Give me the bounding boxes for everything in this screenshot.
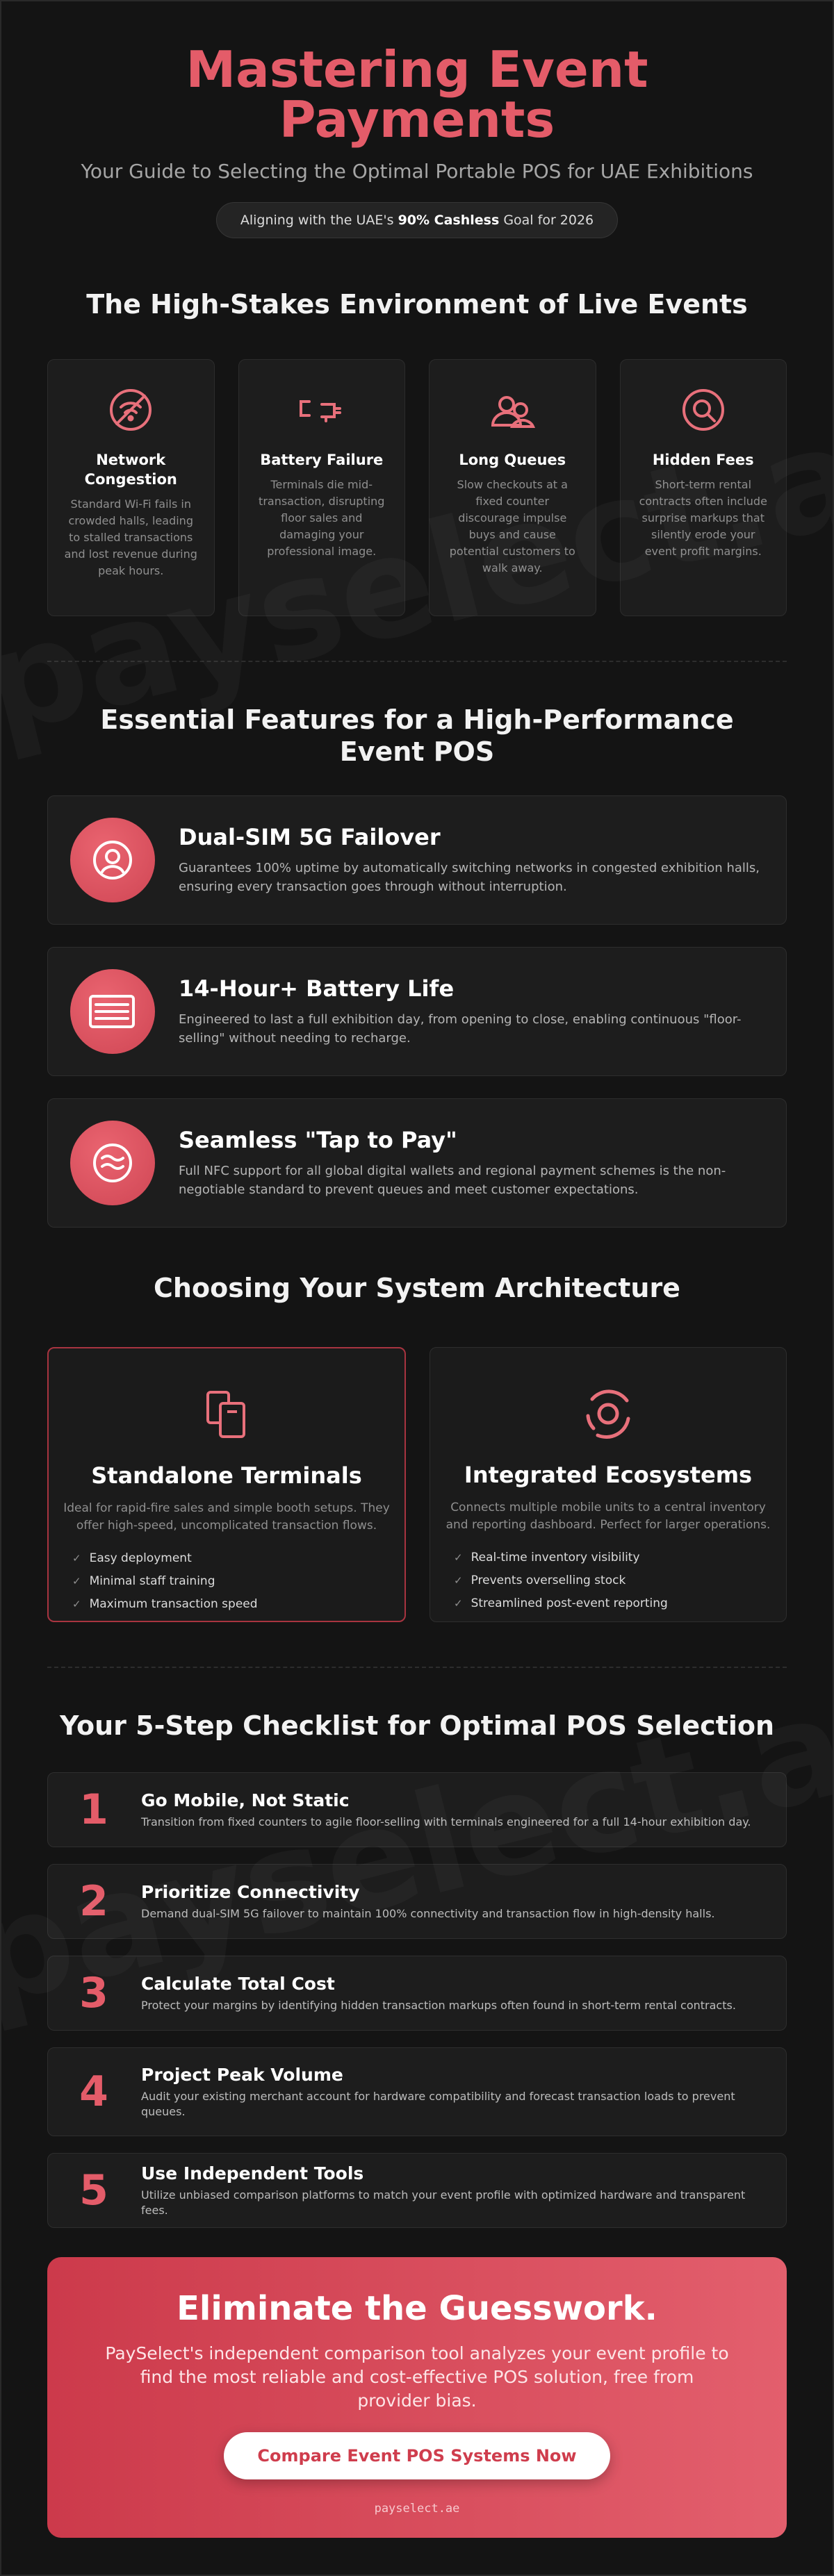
feature-text: Full NFC support for all global digital wallets and regional payment schemes is the non-negotiable standard to prevent queues and meet customer expectations. xyxy=(179,1164,726,1197)
list-item xyxy=(454,1574,786,1587)
architecture-grid xyxy=(47,1347,787,1622)
checklist-title: Your 5-Step Checklist for Optimal POS Selection xyxy=(59,1710,775,1741)
pill-text: Goal for 2026 xyxy=(499,213,594,228)
page-title: Mastering Event Payments xyxy=(186,40,648,149)
point-text: Streamlined post-event reporting xyxy=(471,1596,668,1610)
point-text: Prevents overselling stock xyxy=(471,1574,626,1587)
point-text: Real-time inventory visibility xyxy=(471,1551,640,1564)
stake-text: Terminals die mid-transaction, disrupting floor sales and damaging your professional image. xyxy=(259,478,385,558)
step-text: Protect your margins by identifying hidden transaction markups often found in short-term rental contracts. xyxy=(141,1998,736,2012)
hero xyxy=(1,1,833,238)
step-text: Demand dual-SIM 5G failover to maintain 100% connectivity and transaction flow in high-density halls. xyxy=(141,1906,715,1920)
compare-pos-button[interactable]: Compare Event POS Systems Now xyxy=(224,2432,610,2479)
check-icon: ✓ xyxy=(72,1552,81,1564)
step-title: Calculate Total Cost xyxy=(141,1973,335,1994)
arch-title: Standalone Terminals xyxy=(91,1462,362,1489)
step-card xyxy=(47,1864,787,1939)
feature-title: Dual-SIM 5G Failover xyxy=(179,824,441,850)
step-number: 4 xyxy=(79,2067,108,2116)
stake-text: Short-term rental contracts often include surprise markups that silently erode your event profit margins. xyxy=(639,478,767,558)
stake-card xyxy=(429,359,596,616)
step-number: 3 xyxy=(79,1969,108,2017)
no-signal-icon xyxy=(63,385,199,435)
check-icon: ✓ xyxy=(72,1575,81,1587)
crowd-icon xyxy=(445,385,580,435)
stake-text: Standard Wi-Fi fails in crowded halls, leading to stalled transactions and lost revenue during peak hours. xyxy=(64,497,197,577)
step-card xyxy=(47,2153,787,2228)
pill-text: Aligning with the UAE's xyxy=(240,213,398,228)
list-item xyxy=(72,1597,404,1611)
stake-text: Slow checkouts at a fixed counter discourage impulse buys and cause potential customers to walk away. xyxy=(449,478,575,575)
step-card xyxy=(47,1956,787,2031)
step-title: Go Mobile, Not Static xyxy=(141,1790,350,1810)
cta-banner xyxy=(47,2257,787,2538)
step-text: Transition from fixed counters to agile floor-selling with terminals engineered for a full 14-hour exhibition day. xyxy=(141,1815,751,1828)
architecture-title: Choosing Your System Architecture xyxy=(154,1273,680,1303)
features-title: Essential Features for a High-Performance Event POS xyxy=(100,704,734,767)
stake-card xyxy=(238,359,406,616)
arch-points xyxy=(72,1551,404,1611)
stake-card xyxy=(47,359,215,616)
page-subtitle: Your Guide to Selecting the Optimal Portable POS for UAE Exhibitions xyxy=(81,160,753,183)
pill-highlight: 90% Cashless xyxy=(398,213,500,228)
magnifier-coin-icon xyxy=(636,385,771,435)
devices-icon xyxy=(49,1383,404,1446)
stakes-title: The High-Stakes Environment of Live Events xyxy=(86,289,748,320)
step-title: Prioritize Connectivity xyxy=(141,1881,360,1902)
arch-card-integrated xyxy=(430,1347,787,1622)
battery-full-icon xyxy=(70,969,155,1054)
point-text: Maximum transaction speed xyxy=(89,1597,258,1611)
site-url: payselect.ae xyxy=(374,2502,460,2516)
step-number: 2 xyxy=(79,1877,108,1926)
stake-card xyxy=(620,359,787,616)
checklist-steps xyxy=(47,1772,787,2228)
check-icon: ✓ xyxy=(454,1574,463,1587)
sim-icon xyxy=(70,818,155,902)
features-list xyxy=(47,795,787,1228)
section-divider xyxy=(47,1667,787,1668)
step-number: 1 xyxy=(79,1785,108,1834)
battery-icon xyxy=(254,385,390,435)
step-number: 5 xyxy=(79,2166,108,2215)
section-divider xyxy=(47,661,787,662)
arch-card-standalone xyxy=(47,1347,406,1622)
arch-text: Connects multiple mobile units to a central inventory and reporting dashboard. Perfect for larger operations. xyxy=(445,1501,771,1532)
check-icon: ✓ xyxy=(454,1597,463,1610)
list-item xyxy=(454,1596,786,1610)
stakes-grid xyxy=(47,359,787,616)
contactless-icon xyxy=(70,1121,155,1205)
sync-icon xyxy=(430,1382,786,1445)
stake-title: Hidden Fees xyxy=(652,452,754,468)
feature-title: 14-Hour+ Battery Life xyxy=(179,975,455,1002)
feature-card xyxy=(47,1098,787,1228)
feature-text: Guarantees 100% uptime by automatically switching networks in congested exhibition halls, ensuring every transaction goes through without interruption. xyxy=(179,861,760,894)
step-title: Use Independent Tools xyxy=(141,2163,364,2183)
stake-title: Network Congestion xyxy=(84,452,177,488)
arch-text: Ideal for rapid-fire sales and simple booth setups. They offer high-speed, uncomplicated transaction flows. xyxy=(63,1501,390,1533)
feature-card xyxy=(47,795,787,925)
list-item xyxy=(454,1551,786,1564)
cta-title: Eliminate the Guesswork. xyxy=(177,2289,657,2328)
list-item xyxy=(72,1574,404,1588)
cashless-goal-pill xyxy=(216,202,618,238)
step-title: Project Peak Volume xyxy=(141,2064,343,2085)
list-item xyxy=(72,1551,404,1565)
step-card xyxy=(47,2047,787,2136)
point-text: Easy deployment xyxy=(89,1551,192,1565)
step-text: Audit your existing merchant account for hardware compatibility and forecast transaction loads to prevent queues. xyxy=(141,2089,735,2118)
stake-title: Battery Failure xyxy=(260,452,384,468)
stake-title: Long Queues xyxy=(459,452,566,468)
arch-points xyxy=(454,1551,786,1610)
feature-card xyxy=(47,947,787,1076)
feature-title: Seamless "Tap to Pay" xyxy=(179,1127,457,1153)
cta-text: PaySelect's independent comparison tool analyzes your event profile to find the most reliable and cost-effective POS solution, free from provider bias. xyxy=(105,2343,729,2411)
check-icon: ✓ xyxy=(72,1598,81,1610)
step-card xyxy=(47,1772,787,1847)
feature-text: Engineered to last a full exhibition day, from opening to close, enabling continuous "floor-selling" without needing to recharge. xyxy=(179,1012,742,1046)
point-text: Minimal staff training xyxy=(89,1574,215,1588)
check-icon: ✓ xyxy=(454,1551,463,1564)
step-text: Utilize unbiased comparison platforms to match your event profile with optimized hardware and transparent fees. xyxy=(141,2188,746,2217)
arch-title: Integrated Ecosystems xyxy=(464,1462,753,1488)
